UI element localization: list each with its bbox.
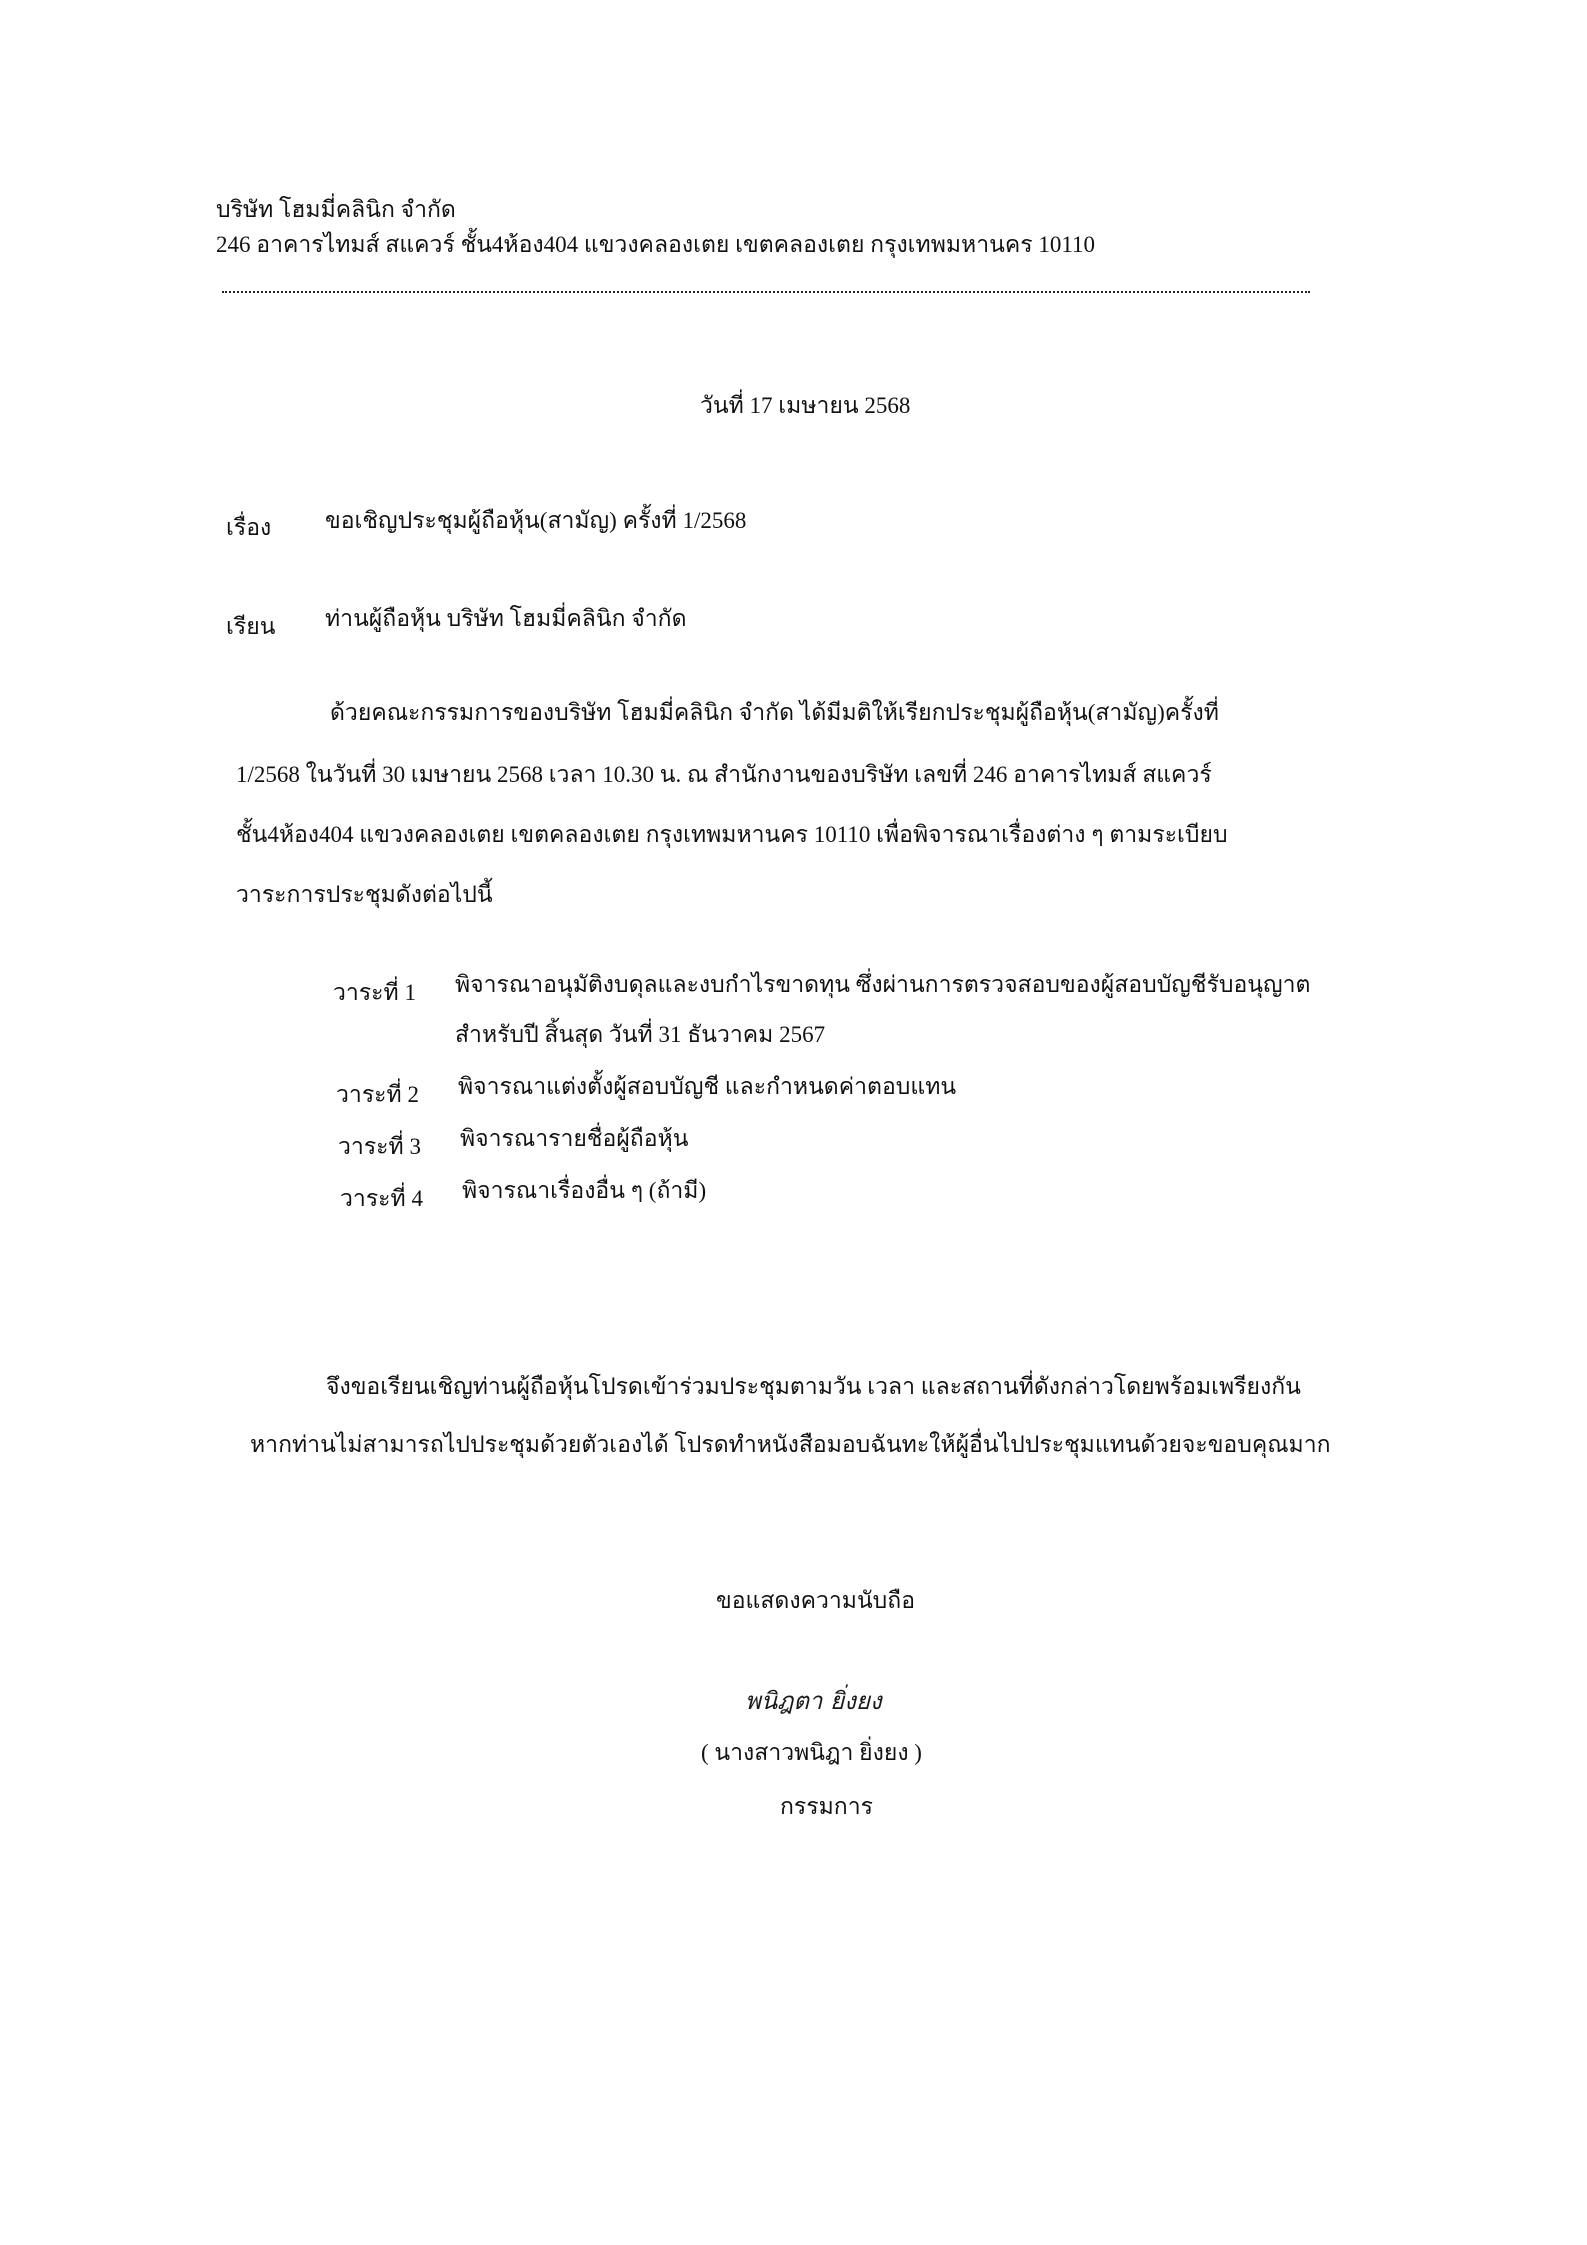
body-paragraph-line: ด้วยคณะกรรมการของบริษัท โฮมมี่คลินิก จำกัด ได้มีมติให้เรียกประชุมผู้ถือหุ้น(สามัญ)ครั้งที่ [330, 700, 1219, 725]
agenda-item-2-label: วาระที่ 2 [336, 1082, 419, 1107]
agenda-item-2-text: พิจารณาแต่งตั้งผู้สอบบัญชี และกำหนดค่าตอบแทน [458, 1074, 957, 1099]
dotted-divider [222, 291, 1310, 293]
body-paragraph-line: ชั้น4ห้อง404 แขวงคลองเตย เขตคลองเตย กรุงเทพมหานคร 10110 เพื่อพิจารณาเรื่องต่าง ๆ ตามระเบียบ [236, 822, 1228, 847]
agenda-item-3-label: วาระที่ 3 [338, 1134, 421, 1159]
subject-label: เรื่อง [226, 515, 272, 540]
agenda-item-3-text: พิจารณารายชื่อผู้ถือหุ้น [460, 1126, 689, 1151]
closing-regards: ขอแสดงความนับถือ [716, 1588, 916, 1613]
recipient-label: เรียน [226, 614, 276, 639]
closing-paragraph-line: จึงขอเรียนเชิญท่านผู้ถือหุ้นโปรดเข้าร่วมประชุมตามวัน เวลา และสถานที่ดังกล่าวโดยพร้อมเพรียงกัน [326, 1374, 1301, 1399]
company-name: บริษัท โฮมมี่คลินิก จำกัด [216, 197, 456, 222]
agenda-item-4-label: วาระที่ 4 [340, 1186, 423, 1211]
company-address: 246 อาคารไทมส์ สแควร์ ชั้น4ห้อง404 แขวงคลองเตย เขตคลองเตย กรุงเทพมหานคร 10110 [216, 232, 1095, 257]
closing-paragraph-line: หากท่านไม่สามารถไปประชุมด้วยตัวเองได้ โปรดทำหนังสือมอบฉันทะให้ผู้อื่นไปประชุมแทนด้วยจะขอบคุณมาก [250, 1432, 1331, 1457]
signer-title: กรรมการ [780, 1794, 873, 1819]
agenda-item-1-text: พิจารณาอนุมัติงบดุลและงบกำไรขาดทุน ซึ่งผ่านการตรวจสอบของผู้สอบบัญชีรับอนุญาต [455, 972, 1311, 997]
handwritten-signature: พนิฎตา ยิ่งยง [745, 1687, 882, 1715]
body-paragraph-line: 1/2568 ในวันที่ 30 เมษายน 2568 เวลา 10.30 น. ณ สำนักงานของบริษัท เลขที่ 246 อาคารไทมส์ สแควร์ [236, 762, 1212, 787]
agenda-item-1-continuation: สำหรับปี สิ้นสุด วันที่ 31 ธันวาคม 2567 [455, 1022, 826, 1047]
agenda-item-4-text: พิจารณาเรื่องอื่น ๆ (ถ้ามี) [462, 1178, 707, 1203]
signer-name: ( นางสาวพนิฎา ยิ่งยง ) [701, 1740, 922, 1765]
subject-text: ขอเชิญประชุมผู้ถือหุ้น(สามัญ) ครั้งที่ 1/2568 [325, 508, 747, 533]
body-paragraph-line: วาระการประชุมดังต่อไปนี้ [236, 882, 493, 907]
agenda-item-1-label: วาระที่ 1 [333, 980, 416, 1005]
letter-date: วันที่ 17 เมษายน 2568 [700, 393, 911, 418]
recipient-text: ท่านผู้ถือหุ้น บริษัท โฮมมี่คลินิก จำกัด [325, 606, 687, 631]
